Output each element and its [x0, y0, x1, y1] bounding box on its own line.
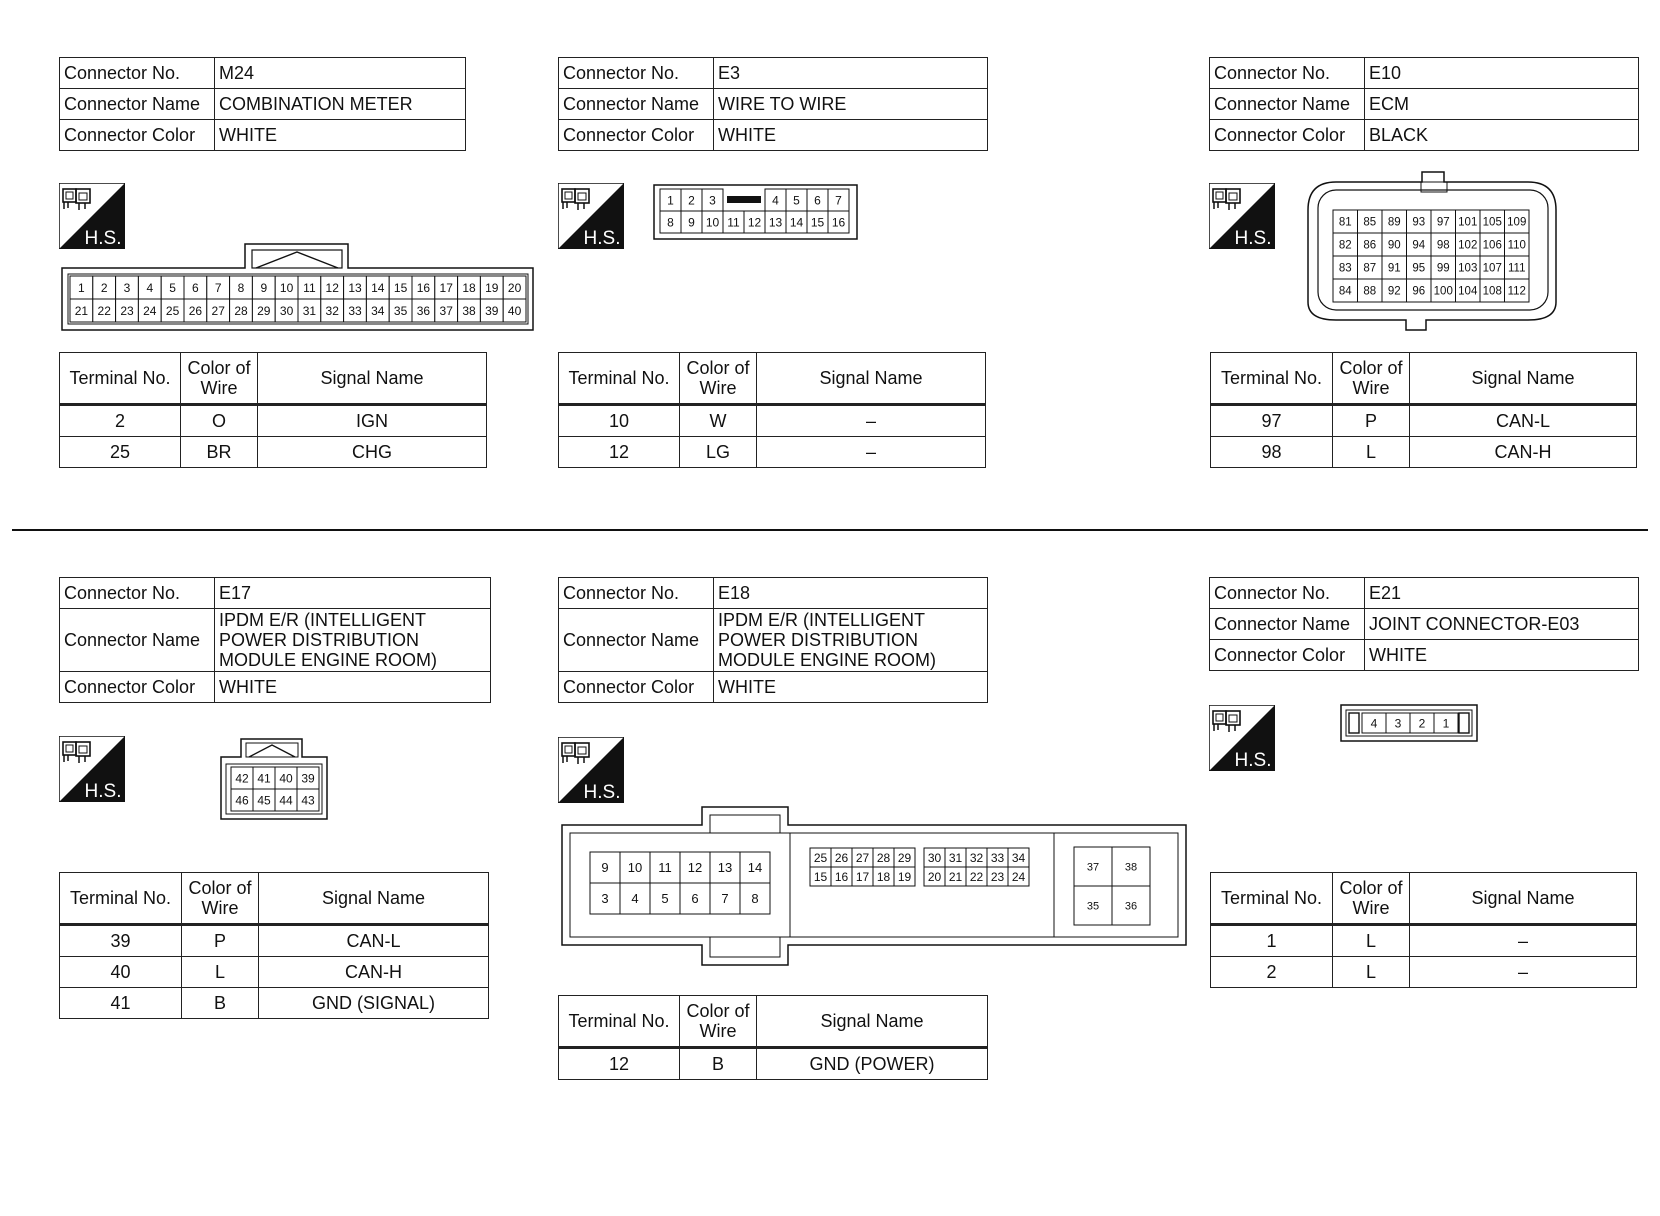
terminal-no: 98: [1211, 437, 1333, 468]
table-row: [559, 405, 986, 437]
signal-name: –: [1410, 925, 1637, 957]
pin-number: 18: [876, 869, 891, 884]
connector-info-e21: [1209, 577, 1639, 671]
pin-number: 30: [927, 850, 942, 865]
terminal-no: 2: [1211, 957, 1333, 988]
pin-number: 38: [1124, 861, 1138, 874]
pin-number: 17: [439, 280, 453, 295]
pin-number: 3: [123, 280, 131, 295]
terminal-table-e10: [1210, 352, 1637, 468]
pin-number: 112: [1507, 285, 1526, 298]
label-connector-no: Connector No.: [1210, 58, 1365, 89]
pin-number: 20: [927, 869, 942, 884]
connector-name-value: JOINT CONNECTOR-E03: [1365, 609, 1639, 640]
connector-no-value: E3: [714, 58, 988, 89]
pin-number: 39: [485, 303, 499, 318]
pin-number: 33: [990, 850, 1005, 865]
pin-number: 33: [348, 303, 362, 318]
pin-number: 31: [948, 850, 963, 865]
pin-number: 89: [1387, 216, 1401, 229]
label-connector-name: Connector Name: [559, 609, 714, 672]
signal-name: CAN-L: [259, 925, 489, 957]
pin-number: 2: [688, 193, 695, 208]
header-color-of-wire: Color of Wire: [1333, 353, 1410, 405]
pin-number: 2: [1418, 716, 1426, 731]
pin-number: 21: [74, 303, 89, 318]
pin-number: 84: [1338, 285, 1352, 298]
pin-number: 12: [687, 860, 703, 876]
header-color-of-wire: Color of Wire: [680, 996, 757, 1048]
pin-number: 31: [302, 303, 317, 318]
pin-number: 19: [485, 280, 499, 295]
connector-info-e10: [1209, 57, 1639, 151]
table-row: [559, 437, 986, 468]
terminal-table-e17: [59, 872, 489, 1019]
label-connector-color: Connector Color: [559, 120, 714, 151]
pin-number: 90: [1387, 239, 1401, 252]
connector-no-value: M24: [215, 58, 466, 89]
pin-number: 92: [1387, 285, 1401, 298]
pin-number: 3: [709, 193, 716, 208]
harness-side-icon: [1209, 183, 1275, 249]
table-row: [1211, 925, 1637, 957]
table-row: [60, 988, 489, 1019]
polarization-key: [727, 196, 761, 203]
label-connector-color: Connector Color: [1210, 120, 1365, 151]
pin-number: 16: [831, 215, 846, 230]
table-row: [60, 957, 489, 988]
hs-label: H.S.: [583, 228, 621, 249]
terminal-no: 41: [60, 988, 182, 1019]
pin-number: 99: [1436, 262, 1450, 275]
header-terminal-no: Terminal No.: [559, 353, 680, 405]
label-connector-no: Connector No.: [559, 578, 714, 609]
wire-color: B: [680, 1048, 757, 1080]
header-color-of-wire: Color of Wire: [181, 353, 258, 405]
wire-color: L: [1333, 957, 1410, 988]
pin-number: 88: [1363, 285, 1377, 298]
pin-number: 25: [813, 850, 828, 865]
terminal-no: 12: [559, 1048, 680, 1080]
label-connector-name: Connector Name: [1210, 609, 1365, 640]
hs-label: H.S.: [84, 228, 122, 249]
pin-number: 23: [120, 303, 134, 318]
pin-number: 9: [260, 280, 268, 295]
wire-color: L: [1333, 437, 1410, 468]
pin-number: 38: [462, 303, 476, 318]
label-connector-name: Connector Name: [559, 89, 714, 120]
pin-number: 23: [990, 869, 1005, 884]
pin-number: 1: [78, 280, 85, 295]
pin-number: 24: [1011, 869, 1026, 884]
header-terminal-no: Terminal No.: [559, 996, 680, 1048]
pin-number: 110: [1507, 239, 1526, 252]
pin-number: 35: [1086, 900, 1100, 913]
pin-number: 14: [371, 280, 385, 295]
pin-number: 12: [325, 280, 339, 295]
pin-number: 14: [747, 860, 763, 876]
header-signal-name: Signal Name: [1410, 353, 1637, 405]
pin-number: 25: [165, 303, 180, 318]
wire-color: BR: [181, 437, 258, 468]
pin-number: 34: [371, 303, 385, 318]
pin-number: 95: [1412, 262, 1426, 275]
pin-number: 86: [1363, 239, 1377, 252]
label-connector-color: Connector Color: [559, 672, 714, 703]
label-connector-color: Connector Color: [1210, 640, 1365, 671]
pin-number: 9: [601, 860, 609, 876]
header-color-of-wire: Color of Wire: [182, 873, 259, 925]
label-connector-no: Connector No.: [1210, 578, 1365, 609]
signal-name: CAN-H: [259, 957, 489, 988]
header-signal-name: Signal Name: [1410, 873, 1637, 925]
signal-name: GND (POWER): [757, 1048, 988, 1080]
pin-number: 8: [751, 891, 759, 907]
terminal-no: 10: [559, 405, 680, 437]
label-connector-color: Connector Color: [60, 120, 215, 151]
pin-number: 43: [301, 793, 315, 808]
table-row: [60, 925, 489, 957]
terminal-no: 12: [559, 437, 680, 468]
terminal-table-e21: [1210, 872, 1637, 988]
pin-number: 93: [1412, 216, 1426, 229]
pin-number: 13: [768, 215, 783, 230]
pin-number: 17: [855, 869, 870, 884]
pin-number: 42: [235, 771, 249, 786]
pin-number: 1: [667, 193, 674, 208]
pin-number: 40: [279, 771, 293, 786]
pin-number: 105: [1482, 216, 1502, 229]
table-row: [1211, 437, 1637, 468]
pin-number: 44: [279, 793, 293, 808]
signal-name: IGN: [258, 405, 487, 437]
pin-number: 16: [834, 869, 849, 884]
signal-name: –: [1410, 957, 1637, 988]
pin-number: 96: [1412, 285, 1426, 298]
signal-name: –: [757, 437, 986, 468]
terminal-no: 39: [60, 925, 182, 957]
pin-number: 104: [1458, 285, 1478, 298]
header-signal-name: Signal Name: [259, 873, 489, 925]
terminal-no: 1: [1211, 925, 1333, 957]
pin-number: 19: [897, 869, 912, 884]
pin-number: 11: [658, 860, 672, 876]
signal-name: CAN-L: [1410, 405, 1637, 437]
pin-number: 11: [303, 280, 316, 295]
wire-color: L: [182, 957, 259, 988]
label-connector-color: Connector Color: [60, 672, 215, 703]
header-signal-name: Signal Name: [757, 996, 988, 1048]
pin-number: 102: [1458, 239, 1478, 252]
pin-number: 41: [257, 771, 271, 786]
terminal-no: 97: [1211, 405, 1333, 437]
pin-number: 108: [1482, 285, 1502, 298]
wire-color: O: [181, 405, 258, 437]
header-terminal-no: Terminal No.: [1211, 353, 1333, 405]
harness-side-icon: [59, 736, 125, 802]
label-connector-name: Connector Name: [1210, 89, 1365, 120]
pin-number: 10: [279, 280, 294, 295]
connector-name-value: IPDM E/R (INTELLIGENT POWER DISTRIBUTION MODULE ENGINE ROOM): [215, 609, 491, 672]
connector-name-value: COMBINATION METER: [215, 89, 466, 120]
header-color-of-wire: Color of Wire: [1333, 873, 1410, 925]
pin-number: 81: [1338, 216, 1352, 229]
header-terminal-no: Terminal No.: [60, 353, 181, 405]
connector-info-e3: [558, 57, 988, 151]
pin-number: 8: [237, 280, 245, 295]
connector-no-value: E10: [1365, 58, 1639, 89]
pin-number: 37: [1086, 861, 1100, 874]
harness-side-icon: [558, 183, 624, 249]
pin-number: 37: [439, 303, 453, 318]
pin-number: 5: [169, 280, 176, 295]
pin-number: 5: [661, 891, 669, 907]
header-terminal-no: Terminal No.: [1211, 873, 1333, 925]
wire-color: L: [1333, 925, 1410, 957]
connector-face-e17: [219, 737, 331, 821]
connector-info-e17: [59, 577, 491, 703]
hs-label: H.S.: [1234, 750, 1272, 771]
connector-color-value: WHITE: [215, 120, 466, 151]
table-row: [1211, 405, 1637, 437]
pin-number: 22: [97, 303, 111, 318]
connector-no-value: E21: [1365, 578, 1639, 609]
pin-number: 12: [747, 215, 762, 230]
terminal-no: 25: [60, 437, 181, 468]
pin-number: 10: [705, 215, 720, 230]
harness-side-icon: [1209, 705, 1275, 771]
pin-number: 5: [793, 193, 800, 208]
pin-number: 24: [143, 303, 157, 318]
pin-number: 28: [876, 850, 891, 865]
header-signal-name: Signal Name: [258, 353, 487, 405]
connector-info-m24: [59, 57, 466, 151]
table-row: [559, 1048, 988, 1080]
pin-number: 7: [835, 193, 842, 208]
pin-number: 7: [214, 280, 222, 295]
pin-number: 34: [1011, 850, 1026, 865]
hs-label: H.S.: [84, 781, 122, 802]
connector-face-e18: [560, 805, 1190, 968]
pin-number: 6: [814, 193, 821, 208]
wire-color: P: [182, 925, 259, 957]
pin-number: 6: [192, 280, 199, 295]
connector-face-m24: [60, 242, 536, 332]
connector-name-value: IPDM E/R (INTELLIGENT POWER DISTRIBUTION MODULE ENGINE ROOM): [714, 609, 988, 672]
pin-number: 8: [667, 215, 674, 230]
pin-number: 35: [393, 303, 408, 318]
pin-number: 26: [834, 850, 849, 865]
pin-number: 91: [1387, 262, 1401, 275]
pin-number: 109: [1507, 216, 1527, 229]
connector-color-value: WHITE: [714, 120, 988, 151]
pin-number: 98: [1436, 239, 1450, 252]
section-divider: [12, 529, 1648, 531]
label-connector-name: Connector Name: [60, 609, 215, 672]
pin-number: 27: [855, 850, 870, 865]
pin-number: 20: [507, 280, 522, 295]
signal-name: GND (SIGNAL): [259, 988, 489, 1019]
pin-number: 87: [1363, 262, 1377, 275]
pin-number: 32: [325, 303, 339, 318]
pin-number: 4: [1370, 716, 1378, 731]
table-row: [1211, 957, 1637, 988]
connector-no-value: E17: [215, 578, 491, 609]
header-color-of-wire: Color of Wire: [680, 353, 757, 405]
label-connector-no: Connector No.: [60, 58, 215, 89]
header-terminal-no: Terminal No.: [60, 873, 182, 925]
signal-name: CAN-H: [1410, 437, 1637, 468]
connector-info-e18: [558, 577, 988, 703]
terminal-no: 2: [60, 405, 181, 437]
pin-number: 28: [234, 303, 248, 318]
pin-number: 18: [462, 280, 476, 295]
pin-number: 30: [279, 303, 294, 318]
signal-name: –: [757, 405, 986, 437]
pin-number: 101: [1458, 216, 1478, 229]
pin-number: 82: [1338, 239, 1352, 252]
connector-face-e10: [1306, 170, 1560, 332]
pin-number: 32: [969, 850, 984, 865]
pin-number: 15: [393, 280, 408, 295]
pin-number: 7: [721, 891, 729, 907]
terminal-no: 40: [60, 957, 182, 988]
connector-name-value: ECM: [1365, 89, 1639, 120]
pin-number: 13: [348, 280, 362, 295]
pin-number: 1: [1442, 716, 1450, 731]
table-row: [60, 405, 487, 437]
pin-number: 85: [1363, 216, 1377, 229]
connector-color-value: WHITE: [714, 672, 988, 703]
pin-number: 111: [1508, 262, 1526, 275]
pin-number: 36: [1124, 900, 1138, 913]
pin-number: 40: [507, 303, 522, 318]
pin-number: 106: [1482, 239, 1502, 252]
connector-color-value: BLACK: [1365, 120, 1639, 151]
pin-number: 100: [1433, 285, 1453, 298]
pin-number: 3: [601, 891, 609, 907]
pin-number: 13: [717, 860, 733, 876]
pin-number: 97: [1436, 216, 1450, 229]
connector-no-value: E18: [714, 578, 988, 609]
pin-number: 4: [772, 193, 779, 208]
terminal-table-e18: [558, 995, 988, 1080]
pin-number: 83: [1338, 262, 1352, 275]
pin-number: 11: [727, 215, 740, 230]
hs-label: H.S.: [1234, 228, 1272, 249]
terminal-table-e3: [558, 352, 986, 468]
header-signal-name: Signal Name: [757, 353, 986, 405]
pin-number: 10: [627, 860, 643, 876]
signal-name: CHG: [258, 437, 487, 468]
pin-number: 29: [897, 850, 912, 865]
pin-number: 27: [211, 303, 225, 318]
wire-color: P: [1333, 405, 1410, 437]
connector-color-value: WHITE: [215, 672, 491, 703]
pin-number: 4: [146, 280, 154, 295]
connector-color-value: WHITE: [1365, 640, 1639, 671]
pin-number: 21: [948, 869, 963, 884]
wire-color: B: [182, 988, 259, 1019]
pin-number: 29: [257, 303, 271, 318]
harness-side-icon: [558, 737, 624, 803]
harness-side-icon: [59, 183, 125, 249]
connector-face-e21: [1340, 704, 1480, 742]
pin-number: 26: [188, 303, 203, 318]
label-connector-name: Connector Name: [60, 89, 215, 120]
pin-number: 15: [813, 869, 828, 884]
pin-number: 94: [1412, 239, 1426, 252]
pin-number: 107: [1482, 262, 1502, 275]
pin-number: 36: [416, 303, 431, 318]
pin-number: 22: [969, 869, 984, 884]
pin-number: 3: [1394, 716, 1402, 731]
pin-number: 15: [810, 215, 825, 230]
pin-number: 103: [1458, 262, 1478, 275]
pin-number: 45: [257, 793, 271, 808]
wire-color: W: [680, 405, 757, 437]
pin-number: 9: [688, 215, 695, 230]
pin-number: 39: [301, 771, 315, 786]
hs-label: H.S.: [583, 782, 621, 803]
pin-number: 4: [631, 891, 639, 907]
pin-number: 6: [691, 891, 699, 907]
wire-color: LG: [680, 437, 757, 468]
pin-number: 46: [235, 793, 249, 808]
pin-number: 16: [416, 280, 431, 295]
label-connector-no: Connector No.: [559, 58, 714, 89]
connector-face-e3: [653, 184, 858, 240]
pin-number: 2: [100, 280, 108, 295]
pin-number: 14: [789, 215, 804, 230]
connector-name-value: WIRE TO WIRE: [714, 89, 988, 120]
terminal-table-m24: [59, 352, 487, 468]
table-row: [60, 437, 487, 468]
label-connector-no: Connector No.: [60, 578, 215, 609]
